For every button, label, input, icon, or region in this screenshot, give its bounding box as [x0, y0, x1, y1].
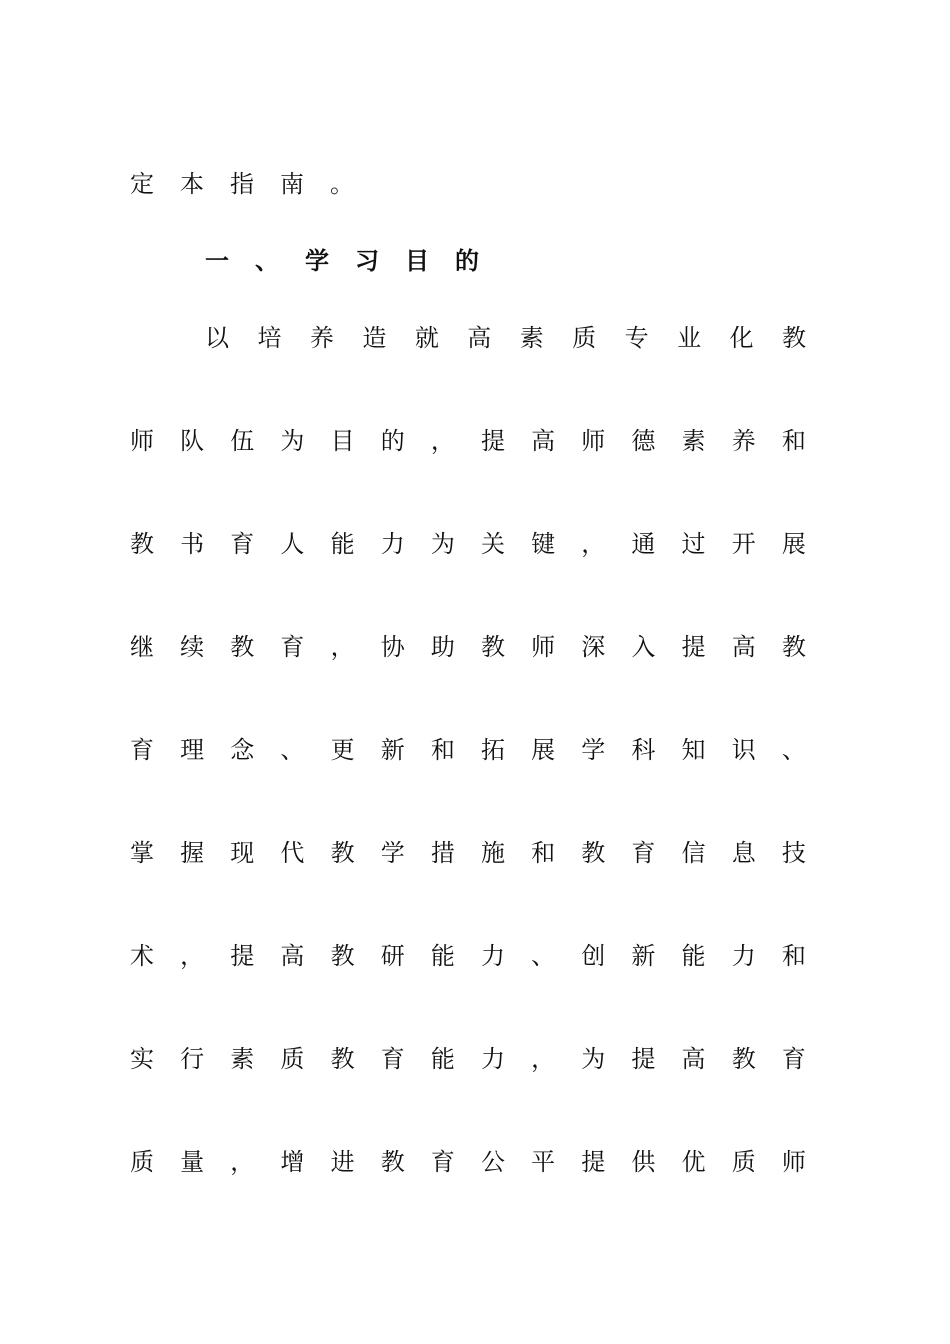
paragraph-line-1: 定 本 指 南 。 — [130, 170, 354, 198]
paragraph-line-6: 育 理 念 、 更 新 和 拓 展 学 科 知 识 、 — [130, 736, 806, 764]
paragraph-line-7: 掌 握 现 代 教 学 措 施 和 教 育 信 息 技 — [130, 839, 806, 867]
paragraph-line-2: 以 培 养 造 就 高 素 质 专 业 化 教 — [205, 324, 806, 352]
paragraph-line-5: 继 续 教 育 ， 协 助 教 师 深 入 提 高 教 — [130, 633, 806, 661]
paragraph-line-8: 术 ， 提 高 教 研 能 力 、 创 新 能 力 和 — [130, 942, 806, 970]
paragraph-line-3: 师 队 伍 为 目 的 ， 提 高 师 德 素 养 和 — [130, 427, 806, 455]
paragraph-line-9: 实 行 素 质 教 育 能 力 ， 为 提 高 教 育 — [130, 1045, 806, 1073]
paragraph-line-4: 教 书 育 人 能 力 为 关 键 ， 通 过 开 展 — [130, 530, 806, 558]
paragraph-line-10: 质 量 ， 增 进 教 育 公 平 提 供 优 质 师 — [130, 1148, 806, 1176]
section-heading: 一 、 学 习 目 的 — [205, 247, 479, 275]
